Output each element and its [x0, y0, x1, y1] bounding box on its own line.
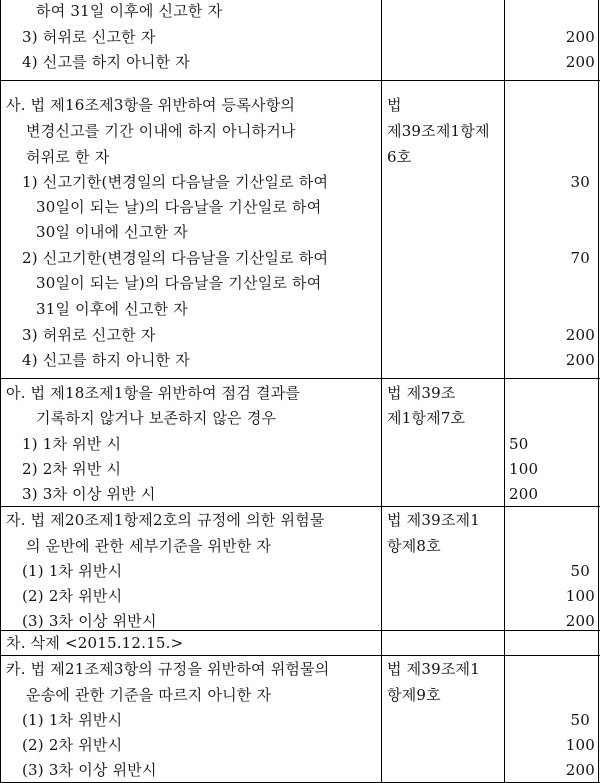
item-text: (3) 3차 이상 위반시: [22, 612, 157, 630]
row-divider: [0, 655, 600, 656]
item-title: 차. 삭제 <2015.12.15.>: [6, 634, 184, 652]
column-divider-law: [381, 0, 382, 783]
law-reference: 6호: [387, 148, 412, 166]
item-text: (1) 1차 위반시: [22, 562, 123, 580]
item-title: 사. 법 제16조제3항을 위반하여 등록사항의: [6, 96, 296, 114]
fine-amount: 200: [565, 351, 595, 369]
item-title: 자. 법 제20조제1항제2호의 규정에 의한 위험물: [6, 511, 325, 529]
law-reference: 법 제39조: [387, 384, 456, 402]
item-title: 카. 법 제21조제3항의 규정을 위반하여 위험물의: [6, 660, 330, 678]
fine-amount: 50: [509, 435, 529, 453]
fine-amount: 100: [565, 736, 595, 754]
row-divider: [0, 378, 600, 379]
fine-amount: 200: [565, 326, 595, 344]
item-text: 운송에 관한 기준을 따르지 아니한 자: [26, 686, 272, 704]
row-divider: [0, 80, 600, 81]
item-text: 31일 이후에 신고한 자: [36, 300, 188, 318]
fine-amount: 100: [509, 460, 539, 478]
law-reference: 법: [387, 96, 402, 114]
table-border-right: [598, 0, 599, 783]
item-text: 4) 신고를 하지 아니한 자: [22, 53, 190, 71]
row-divider: [0, 506, 600, 507]
item-text: 3) 허위로 신고한 자: [22, 28, 156, 46]
fine-amount: 50: [570, 711, 590, 729]
item-text: 4) 신고를 하지 아니한 자: [22, 351, 190, 369]
item-text: 3) 허위로 신고한 자: [22, 326, 156, 344]
item-text: 30일 이내에 신고한 자: [36, 223, 188, 241]
item-text: 하여 31일 이후에 신고한 자: [36, 2, 223, 20]
item-text: 기록하지 않거나 보존하지 않은 경우: [36, 409, 277, 427]
law-reference: 제39조제1항제: [387, 122, 490, 140]
fine-amount: 70: [570, 249, 590, 267]
item-text: 의 운반에 관한 세부기준을 위반한 자: [26, 537, 272, 555]
item-text: 30일이 되는 날)의 다음날을 기산일로 하여: [36, 198, 322, 216]
row-divider: [0, 630, 600, 631]
fine-amount: 200: [565, 28, 595, 46]
item-text: 30일이 되는 날)의 다음날을 기산일로 하여: [36, 274, 322, 292]
law-reference: 제1항제7호: [387, 409, 466, 427]
table-border-left: [0, 0, 1, 783]
fine-amount: 200: [565, 53, 595, 71]
item-text: 2) 신고기한(변경일의 다음날을 기산일로 하여: [22, 249, 329, 267]
item-text: (2) 2차 위반시: [22, 587, 123, 605]
fine-amount: 200: [565, 761, 595, 779]
item-text: 1) 신고기한(변경일의 다음날을 기산일로 하여: [22, 173, 329, 191]
item-title: 아. 법 제18조제1항을 위반하여 점검 결과를: [6, 384, 301, 402]
fine-amount: 200: [509, 485, 539, 503]
item-text: 2) 2차 위반 시: [22, 460, 122, 478]
item-text: 변경신고를 기간 이내에 하지 아니하거나: [26, 122, 296, 140]
fine-amount: 50: [570, 562, 590, 580]
item-text: 허위로 한 자: [26, 148, 110, 166]
law-reference: 항제8호: [387, 537, 441, 555]
item-text: (2) 2차 위반시: [22, 736, 123, 754]
item-text: (3) 3차 이상 위반시: [22, 761, 157, 779]
item-text: 1) 1차 위반 시: [22, 435, 122, 453]
law-reference: 법 제39조제1: [387, 511, 480, 529]
law-reference: 항제9호: [387, 686, 441, 704]
law-reference: 법 제39조제1: [387, 660, 480, 678]
fine-amount: 100: [565, 587, 595, 605]
fine-amount: 200: [565, 612, 595, 630]
item-text: 3) 3차 이상 위반 시: [22, 485, 156, 503]
item-text: (1) 1차 위반시: [22, 711, 123, 729]
fine-amount: 30: [570, 173, 590, 191]
column-divider-fine: [504, 0, 505, 783]
